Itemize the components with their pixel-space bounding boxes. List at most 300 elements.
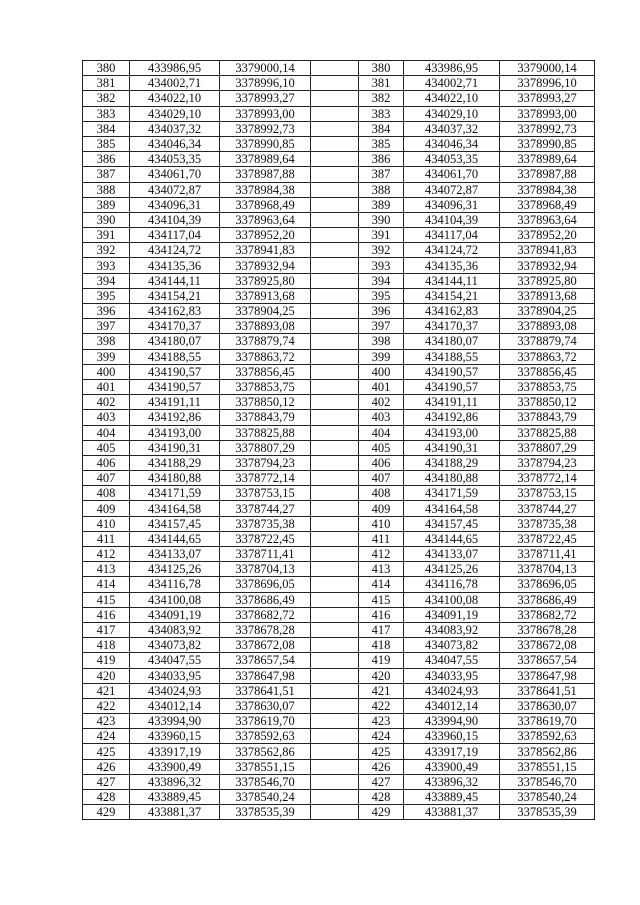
right-x-coordinate: 434180,88: [404, 471, 500, 486]
left-point-number: 407: [83, 471, 130, 486]
right-y-coordinate: 3378753,15: [500, 486, 595, 501]
column-gap: [311, 273, 359, 288]
right-y-coordinate: 3378990,85: [500, 136, 595, 151]
right-point-number: 408: [359, 486, 404, 501]
column-gap: [311, 774, 359, 789]
right-x-coordinate: 434012,14: [404, 698, 500, 713]
left-x-coordinate: 434037,32: [130, 121, 220, 136]
right-x-coordinate: 433889,45: [404, 790, 500, 805]
right-x-coordinate: 434190,57: [404, 364, 500, 379]
left-x-coordinate: 434188,29: [130, 455, 220, 470]
left-point-number: 419: [83, 653, 130, 668]
left-x-coordinate: 434104,39: [130, 212, 220, 227]
left-x-coordinate: 434002,71: [130, 76, 220, 91]
left-x-coordinate: 433881,37: [130, 805, 220, 820]
right-y-coordinate: 3378678,28: [500, 622, 595, 637]
column-gap: [311, 61, 359, 76]
table-row: [83, 273, 595, 288]
left-point-number: 404: [83, 425, 130, 440]
column-gap: [311, 805, 359, 820]
table-row: [83, 106, 595, 121]
right-x-coordinate: 434024,93: [404, 683, 500, 698]
left-y-coordinate: 3378990,85: [220, 136, 311, 151]
right-x-coordinate: 434022,10: [404, 91, 500, 106]
table-row: [83, 638, 595, 653]
left-point-number: 388: [83, 182, 130, 197]
table-row: [83, 744, 595, 759]
left-point-number: 409: [83, 501, 130, 516]
right-x-coordinate: 434033,95: [404, 668, 500, 683]
right-x-coordinate: 434135,36: [404, 258, 500, 273]
left-point-number: 424: [83, 729, 130, 744]
right-y-coordinate: 3378893,08: [500, 319, 595, 334]
column-gap: [311, 668, 359, 683]
right-x-coordinate: 434188,55: [404, 349, 500, 364]
column-gap: [311, 607, 359, 622]
right-x-coordinate: 434193,00: [404, 425, 500, 440]
table-row: [83, 379, 595, 394]
left-point-number: 395: [83, 288, 130, 303]
table-row: [83, 152, 595, 167]
left-x-coordinate: 434191,11: [130, 395, 220, 410]
left-point-number: 387: [83, 167, 130, 182]
column-gap: [311, 379, 359, 394]
right-x-coordinate: 434124,72: [404, 243, 500, 258]
left-x-coordinate: 434193,00: [130, 425, 220, 440]
right-point-number: 393: [359, 258, 404, 273]
table-row: [83, 410, 595, 425]
column-gap: [311, 486, 359, 501]
right-point-number: 420: [359, 668, 404, 683]
right-x-coordinate: 434116,78: [404, 577, 500, 592]
left-x-coordinate: 434180,07: [130, 334, 220, 349]
right-y-coordinate: 3378952,20: [500, 228, 595, 243]
column-gap: [311, 562, 359, 577]
left-point-number: 381: [83, 76, 130, 91]
left-point-number: 397: [83, 319, 130, 334]
right-y-coordinate: 3378850,12: [500, 395, 595, 410]
left-x-coordinate: 434188,55: [130, 349, 220, 364]
right-y-coordinate: 3378772,14: [500, 471, 595, 486]
left-y-coordinate: 3378825,88: [220, 425, 311, 440]
left-y-coordinate: 3378968,49: [220, 197, 311, 212]
right-x-coordinate: 434162,83: [404, 304, 500, 319]
right-point-number: 386: [359, 152, 404, 167]
left-y-coordinate: 3378686,49: [220, 592, 311, 607]
right-x-coordinate: 434002,71: [404, 76, 500, 91]
table-row: [83, 136, 595, 151]
right-x-coordinate: 433917,19: [404, 744, 500, 759]
right-point-number: 397: [359, 319, 404, 334]
right-point-number: 419: [359, 653, 404, 668]
right-x-coordinate: 433900,49: [404, 759, 500, 774]
left-y-coordinate: 3378722,45: [220, 531, 311, 546]
right-y-coordinate: 3378619,70: [500, 714, 595, 729]
left-point-number: 380: [83, 61, 130, 76]
left-point-number: 428: [83, 790, 130, 805]
table-row: [83, 471, 595, 486]
right-y-coordinate: 3378807,29: [500, 440, 595, 455]
left-y-coordinate: 3378696,05: [220, 577, 311, 592]
column-gap: [311, 152, 359, 167]
table-row: [83, 364, 595, 379]
table-row: [83, 774, 595, 789]
column-gap: [311, 425, 359, 440]
right-point-number: 414: [359, 577, 404, 592]
right-point-number: 421: [359, 683, 404, 698]
column-gap: [311, 364, 359, 379]
table-row: [83, 121, 595, 136]
right-point-number: 399: [359, 349, 404, 364]
left-y-coordinate: 3378735,38: [220, 516, 311, 531]
right-point-number: 394: [359, 273, 404, 288]
left-x-coordinate: 434116,78: [130, 577, 220, 592]
table-row: [83, 288, 595, 303]
left-point-number: 390: [83, 212, 130, 227]
left-y-coordinate: 3378853,75: [220, 379, 311, 394]
table-row: [83, 759, 595, 774]
right-x-coordinate: 434096,31: [404, 197, 500, 212]
left-point-number: 400: [83, 364, 130, 379]
left-x-coordinate: 434083,92: [130, 622, 220, 637]
column-gap: [311, 547, 359, 562]
right-x-coordinate: 434191,11: [404, 395, 500, 410]
right-point-number: 425: [359, 744, 404, 759]
table-row: [83, 455, 595, 470]
left-x-coordinate: 434124,72: [130, 243, 220, 258]
left-y-coordinate: 3378630,07: [220, 698, 311, 713]
left-y-coordinate: 3378850,12: [220, 395, 311, 410]
left-y-coordinate: 3378913,68: [220, 288, 311, 303]
column-gap: [311, 167, 359, 182]
table-row: [83, 790, 595, 805]
right-x-coordinate: 434029,10: [404, 106, 500, 121]
left-x-coordinate: 434144,11: [130, 273, 220, 288]
right-y-coordinate: 3378592,63: [500, 729, 595, 744]
left-y-coordinate: 3378678,28: [220, 622, 311, 637]
right-x-coordinate: 434047,55: [404, 653, 500, 668]
right-y-coordinate: 3378993,00: [500, 106, 595, 121]
table-row: [83, 395, 595, 410]
right-x-coordinate: 434144,65: [404, 531, 500, 546]
right-x-coordinate: 434133,07: [404, 547, 500, 562]
table-row: [83, 698, 595, 713]
right-x-coordinate: 434104,39: [404, 212, 500, 227]
left-y-coordinate: 3378893,08: [220, 319, 311, 334]
left-y-coordinate: 3378551,15: [220, 759, 311, 774]
left-point-number: 392: [83, 243, 130, 258]
left-y-coordinate: 3378562,86: [220, 744, 311, 759]
left-y-coordinate: 3378932,94: [220, 258, 311, 273]
column-gap: [311, 714, 359, 729]
right-point-number: 418: [359, 638, 404, 653]
left-x-coordinate: 434091,19: [130, 607, 220, 622]
left-point-number: 413: [83, 562, 130, 577]
right-point-number: 392: [359, 243, 404, 258]
right-y-coordinate: 3378647,98: [500, 668, 595, 683]
column-gap: [311, 258, 359, 273]
table-row: [83, 486, 595, 501]
column-gap: [311, 334, 359, 349]
left-y-coordinate: 3378993,00: [220, 106, 311, 121]
left-y-coordinate: 3378794,23: [220, 455, 311, 470]
column-gap: [311, 288, 359, 303]
left-y-coordinate: 3378744,27: [220, 501, 311, 516]
left-x-coordinate: 434022,10: [130, 91, 220, 106]
left-y-coordinate: 3378993,27: [220, 91, 311, 106]
left-point-number: 385: [83, 136, 130, 151]
left-point-number: 414: [83, 577, 130, 592]
right-point-number: 398: [359, 334, 404, 349]
table-row: [83, 531, 595, 546]
right-y-coordinate: 3378996,10: [500, 76, 595, 91]
right-y-coordinate: 3378744,27: [500, 501, 595, 516]
right-point-number: 423: [359, 714, 404, 729]
left-point-number: 415: [83, 592, 130, 607]
column-gap: [311, 410, 359, 425]
right-x-coordinate: 434180,07: [404, 334, 500, 349]
column-gap: [311, 729, 359, 744]
column-gap: [311, 592, 359, 607]
left-point-number: 423: [83, 714, 130, 729]
left-point-number: 401: [83, 379, 130, 394]
left-point-number: 386: [83, 152, 130, 167]
table-row: [83, 182, 595, 197]
right-y-coordinate: 3378987,88: [500, 167, 595, 182]
left-point-number: 405: [83, 440, 130, 455]
left-x-coordinate: 434190,57: [130, 379, 220, 394]
left-y-coordinate: 3378535,39: [220, 805, 311, 820]
right-point-number: 409: [359, 501, 404, 516]
left-point-number: 425: [83, 744, 130, 759]
table-row: [83, 319, 595, 334]
right-x-coordinate: 434037,32: [404, 121, 500, 136]
left-x-coordinate: 434012,14: [130, 698, 220, 713]
column-gap: [311, 121, 359, 136]
table-row: [83, 76, 595, 91]
right-y-coordinate: 3378963,64: [500, 212, 595, 227]
right-point-number: 400: [359, 364, 404, 379]
right-point-number: 415: [359, 592, 404, 607]
left-point-number: 422: [83, 698, 130, 713]
left-x-coordinate: 434033,95: [130, 668, 220, 683]
right-y-coordinate: 3378794,23: [500, 455, 595, 470]
left-y-coordinate: 3378704,13: [220, 562, 311, 577]
column-gap: [311, 91, 359, 106]
right-y-coordinate: 3378657,54: [500, 653, 595, 668]
right-point-number: 390: [359, 212, 404, 227]
right-x-coordinate: 434190,57: [404, 379, 500, 394]
column-gap: [311, 304, 359, 319]
left-x-coordinate: 434135,36: [130, 258, 220, 273]
table-row: [83, 440, 595, 455]
left-y-coordinate: 3378772,14: [220, 471, 311, 486]
right-y-coordinate: 3378925,80: [500, 273, 595, 288]
right-x-coordinate: 433986,95: [404, 61, 500, 76]
right-x-coordinate: 434170,37: [404, 319, 500, 334]
left-point-number: 408: [83, 486, 130, 501]
right-x-coordinate: 434188,29: [404, 455, 500, 470]
left-point-number: 416: [83, 607, 130, 622]
right-x-coordinate: 433881,37: [404, 805, 500, 820]
column-gap: [311, 197, 359, 212]
coordinates-table-body: [83, 61, 595, 820]
coordinates-table: [82, 60, 595, 820]
right-y-coordinate: 3378704,13: [500, 562, 595, 577]
left-y-coordinate: 3378546,70: [220, 774, 311, 789]
right-point-number: 411: [359, 531, 404, 546]
right-x-coordinate: 434072,87: [404, 182, 500, 197]
right-point-number: 381: [359, 76, 404, 91]
right-y-coordinate: 3378904,25: [500, 304, 595, 319]
left-x-coordinate: 434171,59: [130, 486, 220, 501]
left-point-number: 398: [83, 334, 130, 349]
right-point-number: 385: [359, 136, 404, 151]
left-point-number: 384: [83, 121, 130, 136]
right-x-coordinate: 434100,08: [404, 592, 500, 607]
left-x-coordinate: 434047,55: [130, 653, 220, 668]
left-y-coordinate: 3378963,64: [220, 212, 311, 227]
right-y-coordinate: 3378535,39: [500, 805, 595, 820]
left-point-number: 406: [83, 455, 130, 470]
right-x-coordinate: 434073,82: [404, 638, 500, 653]
right-y-coordinate: 3378696,05: [500, 577, 595, 592]
right-y-coordinate: 3378562,86: [500, 744, 595, 759]
left-point-number: 402: [83, 395, 130, 410]
right-point-number: 401: [359, 379, 404, 394]
right-point-number: 382: [359, 91, 404, 106]
right-point-number: 407: [359, 471, 404, 486]
table-row: [83, 592, 595, 607]
column-gap: [311, 76, 359, 91]
right-point-number: 387: [359, 167, 404, 182]
table-row: [83, 683, 595, 698]
left-y-coordinate: 3378992,73: [220, 121, 311, 136]
right-y-coordinate: 3378879,74: [500, 334, 595, 349]
table-row: [83, 577, 595, 592]
right-point-number: 380: [359, 61, 404, 76]
right-x-coordinate: 434154,21: [404, 288, 500, 303]
left-point-number: 383: [83, 106, 130, 121]
column-gap: [311, 455, 359, 470]
right-point-number: 429: [359, 805, 404, 820]
right-x-coordinate: 433960,15: [404, 729, 500, 744]
right-y-coordinate: 3378968,49: [500, 197, 595, 212]
right-y-coordinate: 3378711,41: [500, 547, 595, 562]
right-point-number: 413: [359, 562, 404, 577]
table-row: [83, 547, 595, 562]
right-x-coordinate: 433896,32: [404, 774, 500, 789]
table-row: [83, 805, 595, 820]
left-y-coordinate: 3378925,80: [220, 273, 311, 288]
right-point-number: 403: [359, 410, 404, 425]
right-y-coordinate: 3378630,07: [500, 698, 595, 713]
left-x-coordinate: 434100,08: [130, 592, 220, 607]
table-row: [83, 516, 595, 531]
table-row: [83, 167, 595, 182]
table-row: [83, 668, 595, 683]
right-point-number: 389: [359, 197, 404, 212]
table-row: [83, 607, 595, 622]
table-row: [83, 562, 595, 577]
left-point-number: 429: [83, 805, 130, 820]
table-row: [83, 61, 595, 76]
right-point-number: 428: [359, 790, 404, 805]
right-x-coordinate: 434091,19: [404, 607, 500, 622]
left-y-coordinate: 3378843,79: [220, 410, 311, 425]
left-y-coordinate: 3378904,25: [220, 304, 311, 319]
left-x-coordinate: 434024,93: [130, 683, 220, 698]
left-point-number: 403: [83, 410, 130, 425]
left-y-coordinate: 3378682,72: [220, 607, 311, 622]
right-point-number: 416: [359, 607, 404, 622]
column-gap: [311, 577, 359, 592]
left-point-number: 394: [83, 273, 130, 288]
left-y-coordinate: 3378952,20: [220, 228, 311, 243]
left-y-coordinate: 3378672,08: [220, 638, 311, 653]
column-gap: [311, 319, 359, 334]
table-row: [83, 349, 595, 364]
table-row: [83, 91, 595, 106]
left-y-coordinate: 3378711,41: [220, 547, 311, 562]
right-y-coordinate: 3378546,70: [500, 774, 595, 789]
right-x-coordinate: 434190,31: [404, 440, 500, 455]
left-x-coordinate: 434192,86: [130, 410, 220, 425]
right-y-coordinate: 3378551,15: [500, 759, 595, 774]
left-y-coordinate: 3378619,70: [220, 714, 311, 729]
right-y-coordinate: 3378993,27: [500, 91, 595, 106]
left-x-coordinate: 434053,35: [130, 152, 220, 167]
left-y-coordinate: 3378856,45: [220, 364, 311, 379]
left-x-coordinate: 433917,19: [130, 744, 220, 759]
left-y-coordinate: 3378647,98: [220, 668, 311, 683]
column-gap: [311, 516, 359, 531]
table-row: [83, 212, 595, 227]
left-y-coordinate: 3378641,51: [220, 683, 311, 698]
column-gap: [311, 531, 359, 546]
column-gap: [311, 790, 359, 805]
left-y-coordinate: 3378984,38: [220, 182, 311, 197]
right-y-coordinate: 3378672,08: [500, 638, 595, 653]
left-point-number: 391: [83, 228, 130, 243]
table-row: [83, 243, 595, 258]
left-x-coordinate: 434190,31: [130, 440, 220, 455]
left-y-coordinate: 3378863,72: [220, 349, 311, 364]
left-x-coordinate: 434096,31: [130, 197, 220, 212]
left-x-coordinate: 434073,82: [130, 638, 220, 653]
left-point-number: 389: [83, 197, 130, 212]
right-y-coordinate: 3378913,68: [500, 288, 595, 303]
right-x-coordinate: 434157,45: [404, 516, 500, 531]
left-y-coordinate: 3378753,15: [220, 486, 311, 501]
left-y-coordinate: 3378807,29: [220, 440, 311, 455]
column-gap: [311, 228, 359, 243]
column-gap: [311, 683, 359, 698]
right-x-coordinate: 434125,26: [404, 562, 500, 577]
left-x-coordinate: 433896,32: [130, 774, 220, 789]
left-point-number: 396: [83, 304, 130, 319]
right-x-coordinate: 434144,11: [404, 273, 500, 288]
column-gap: [311, 471, 359, 486]
left-x-coordinate: 433960,15: [130, 729, 220, 744]
right-y-coordinate: 3378540,24: [500, 790, 595, 805]
left-y-coordinate: 3378941,83: [220, 243, 311, 258]
table-row: [83, 197, 595, 212]
right-y-coordinate: 3378932,94: [500, 258, 595, 273]
left-y-coordinate: 3378987,88: [220, 167, 311, 182]
right-y-coordinate: 3378856,45: [500, 364, 595, 379]
right-point-number: 422: [359, 698, 404, 713]
